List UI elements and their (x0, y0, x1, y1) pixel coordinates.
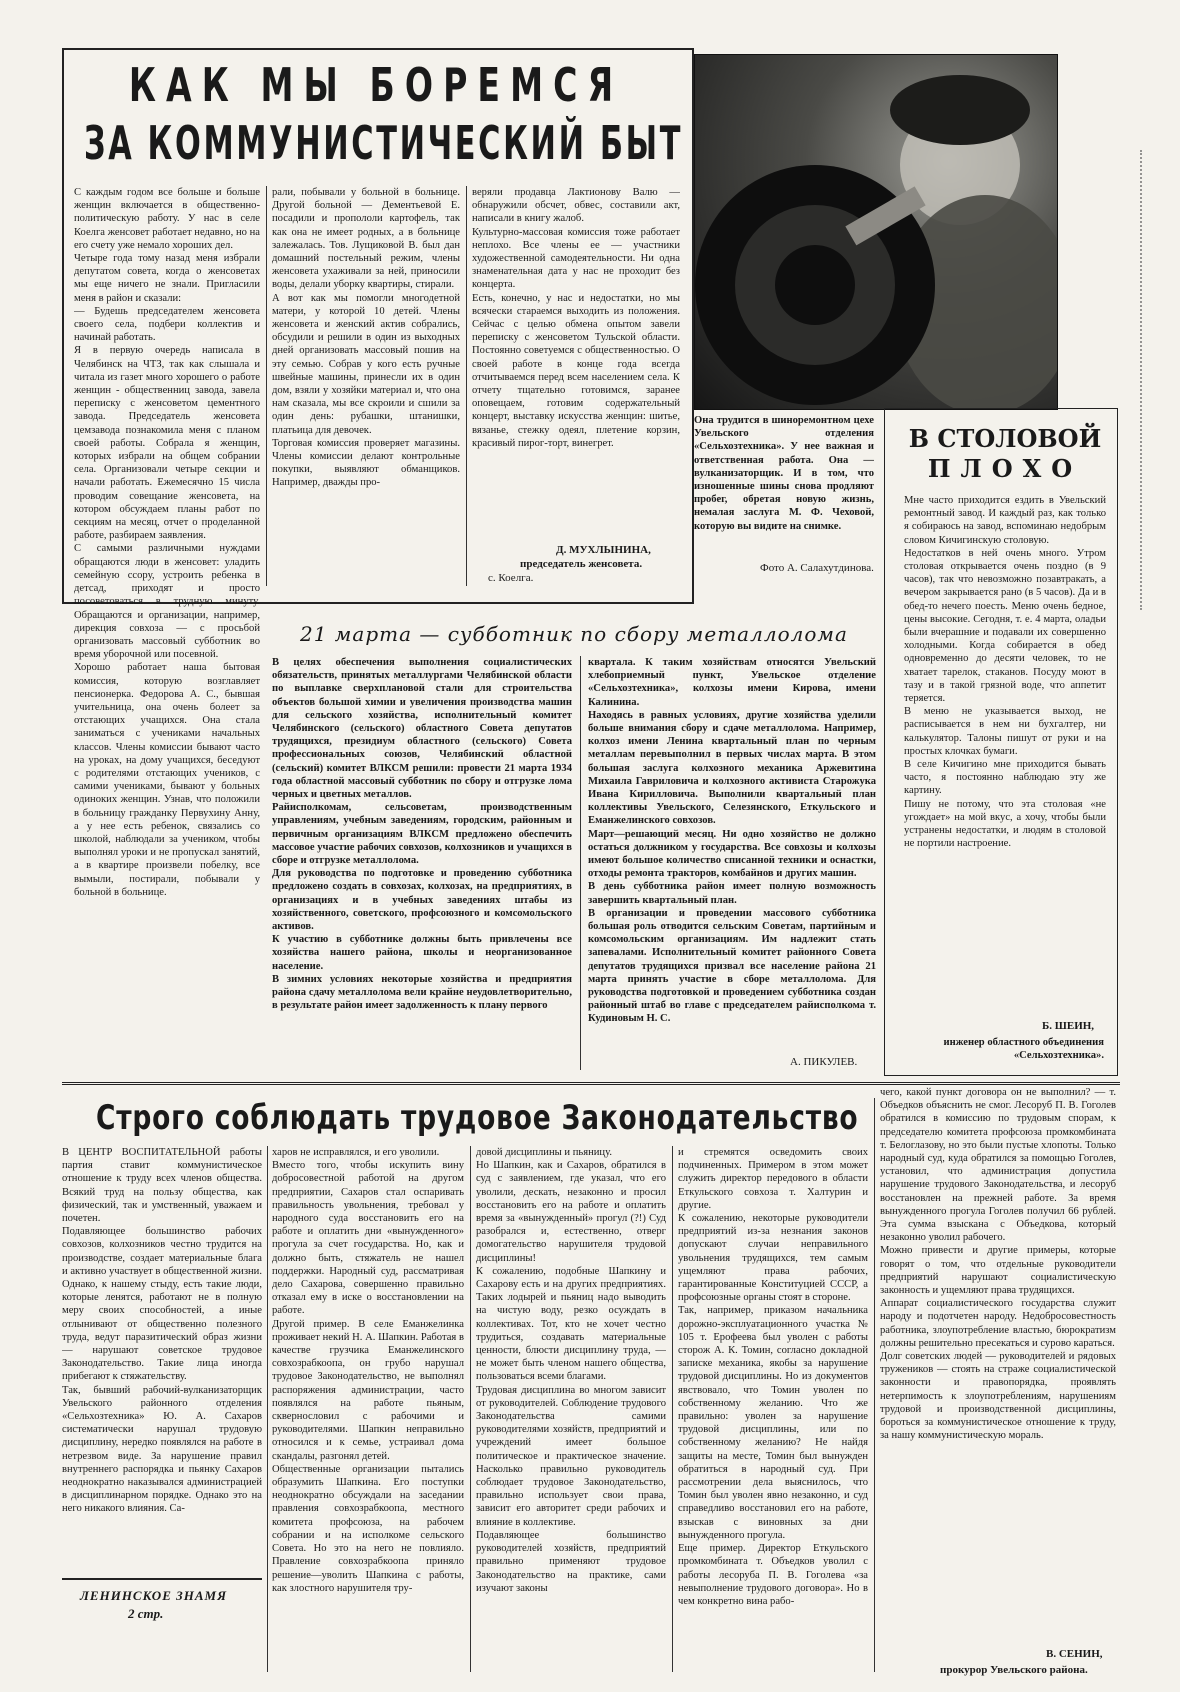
article1-author-place: с. Коелга. (488, 572, 534, 584)
margin-print-marks (1140, 150, 1150, 610)
article4-column-5: чего, какой пункт договора он не выполнил? — т. Объедков объяснить не смог. Лесоруб П. В. Гоголев обратился в комиссию по трудовым спорам, к председателю комитета профсоюза промкомбината т. Белоглазову, но это были пустые хлопоты. Только народный суд, куда обратился за помощью Гоголев, установил, что администрация допустила нарушение трудового Законодательства, и лесоруб восстановлен на прежней работе. За время вынужденного прогула Гоголев получил 66 рублей. Эта сумма взыскана с Объедкова, который незаконно уволил рабочего. Можно привести и другие примеры, которые говорят о том, что отдельные руководители предприятий нарушают социалистическую законность и ущемляют права трудящихся. Аппарат социалистического государства служит народу и подотчетен народу. Недобросовестность работника, злоупотребление властью, бюрократизм должны решительно пресекаться и сурово караться. Долг советских людей — руководителей и рядовых тружеников — стоять на страже социалистической законности и правопорядка, проявлять нетерпимость к злоупотреблениям, нарушениям трудовой и производственной дисциплины, бороться за коммунистическое отношение к труду, за нашу коммунистическую мораль. (880, 1087, 1116, 1442)
headline-v-stolovoy-plokho (905, 424, 1105, 484)
column-rule (466, 186, 467, 586)
footer-rule (62, 1578, 262, 1580)
article1-column-2: рали, побывали у больной в больнице. Другой больной — Дементьевой Е. посадили и пропололи картофель, так как она не имеет родных, а в больнице залежалась. Тов. Лущиковой В. был дан домашний постельный режим, члены женсовета ухаживали за ней, приносили воды, делали уборку квартиры, стирали. А вот как мы помогли многодетной матери, у которой 10 детей. Члены женсовета и женский актив собрались, обсудили и решили в один из выходных дней организовать массовый пошив на эту семью. Собрав у кого есть ручные швейные машины, принесли их в один дом, взяли у хозяйки материал и, что она нам сказала, мы все скроили и сшили за один день: рубашки, штанишки, платьица для девочек. Торговая комиссия проверяет магазины. Члены комиссии делают контрольные покупки, выявляют обманщиков. Например, дважды про- (272, 187, 460, 489)
photo-image (695, 55, 1057, 409)
article1-column-1: С каждым годом все больше и больше женщин включается в общественно-политическую работу. У нас в селе Коелга женсовет работает недавно, но на его счету уже немало хороших дел. Четыре года тому назад меня избрали депутатом совета, когда о женсоветах мы еще ничего не знали. Пригласили меня в район и сказали: — Будешь председателем женсовета своего села, подбери коллектив и начинай работать. Я в первую очередь написала в Челябинск на ЧТЗ, так как слышала и читала из газет много хорошего о работе женщин - общественниц завода, завела переписку с женсоветом цементного завода. Председатель женсовета цемзавода познакомила меня с планом своей работы. Собрала я женщин, которых избрали на общем собрании села. Организовали четыре секции и начали работать. Ежемесячно 15 числа проводим совещание женсовета, на котором обсуждаем планы работ по секциям на месяц, отчет о проделанной работе, разбираем заявления. С самыми различными нуждами обращаются люди в женсовет: уладить семейную ссору, устроить ребенка в детсад, приходят и просто посоветоваться в трудную минуту. Обращаются и организации, например, дирекция совхоза — с просьбой организовать массовый субботник во время уборочной или посевной. Хорошо работает наша бытовая комиссия, которую возглавляет пенсионерка. Федорова А. С., бывшая учительница, она очень болеет за отстающих учащихся. Она стала заниматься с учениками начальных классов. Члены комиссии бывают часто на уроках, на дому учащихся, беседуют с родителями отстающих учеников, с самими учениками, бывают у больных одиноких женщин. Узнав, что положили в больницу гражданку Первухину Анну, а у нее есть ребенок, связались со школой, наблюдали за учеником, чтобы выполнял уроки и не пропускал занятий, а в квартире произвели побелку, все вымыли, постирали, побывали у больной в больнице. (74, 187, 260, 898)
column-rule (672, 1146, 673, 1672)
section-divider (62, 1082, 1120, 1085)
article4-column-4: и стремятся осведомить своих подчиненных. Примером в этом может служить директор передового в области Еткульского совхоза т. Халтурин и другие. К сожалению, некоторые руководители предприятий из-за незнания законов допускают случаи неправильного увольнения трудящихся, тем самым ущемляют права рабочих, гарантированные Конституцией СССР, а профсоюзные органы стоят в стороне. Так, например, приказом начальника дорожно-эксплуатационного участка № 105 т. Ерофеева был уволен с работы сторож А. К. Томин, согласно докладной записке механика, якобы за нарушение трудовой дисциплины. Но из документов явствовало, что Томин уволен по собственному желанию. Что же правильно: уволен за нарушение трудовой дисциплины, или по собственному желанию? Не найдя защиты на месте, Томин был вынужден обратиться в народный суд. При рассмотрении дела выяснилось, что Томин был уволен явно незаконно, и суд справедливо восстановил его на работе, взыскав с виновных за дни вынужденного прогула. Еще пример. Директор Еткульского промкомбината т. Объедков уволил с работы лесоруба П. В. Гоголева «за невыполнение трудового договора». Но в чем конкретно вина рабо- (678, 1147, 868, 1607)
article3-author: Б. ШЕИН, (1042, 1020, 1095, 1032)
article4-author: В. СЕНИН, (1046, 1648, 1103, 1660)
column-rule (267, 1146, 268, 1672)
footer-paper-name: ЛЕНИНСКОЕ ЗНАМЯ (80, 1588, 228, 1603)
article3-body: Мне часто приходится ездить в Увельский ремонтный завод. И каждый раз, как только я собираюсь на завод, вспоминаю недобрым словом Кичигинскую столовую. Недостатков в ней очень много. Утром столовая открывается очень поздно (в 9 часов), так что невозможно позавтракать, а вечером закрывается рано (в 5 часов). Да и в обед-то нечего поесть. Меню очень бедное, цены высокие. Сегодня, т. е. 4 марта, оладьи были вчерашние и подавали их совершенно холодными. Когда собирается в обед одновременно до десяти человек, то не хватает тарелок, стаканов. Посуду моют в тазу и в такой грязной воде, что аппетит теряется. В меню не указывается выход, не расписывается в нем ни бухгалтер, ни калькулятор. Талоны пишут от руки и на простых клочках бумаги. В селе Кичигино мне приходится бывать часто, я постоянно наблюдаю эту же картину. Пишу не потому, что эта столовая «не угождает» на мой вкус, а хочу, чтобы были устранены недостатки, и людям в столовой не портили настроение. (904, 495, 1106, 850)
headline-subbotnik: 21 марта — субботник по сбору металлолома (300, 622, 848, 646)
headline-plokho: ПЛОХО (927, 454, 1083, 483)
article2-column-1: В целях обеспечения выполнения социалистических обязательств, принятых металлургами Челябинской области по выплавке сверхплановой стали для строительства объектов большой химии и увеличения производства машин для сельского хозяйства, исполнительный комитет Челябинского (сельского) областного Совета депутатов трудящихся, президиум областного (сельского) Совета профессиональных союзов, Челябинский областной (сельский) комитет ВЛКСМ решили: провести 21 марта 1934 года областной массовый субботник по сбору и отгрузке лома черных и цветных металлов. Райисполкомам, сельсоветам, производственным управлениям, учебным заведениям, городским, районным и первичным организациям ВЛКСМ предложено обеспечить массовое участие рабочих совхозов, колхозников и учащихся в сборе и отгрузке металлолома. Для руководства по подготовке и проведению субботника предложено создать в совхозах, колхозах, на предприятиях, в организациях и в учебных заведениях штабы из хозяйственного, советского, профсоюзного и комсомольского активов. К участию в субботнике должны быть привлечены все хозяйства нашего района, школы и неорганизованное население. В зимних условиях некоторые хозяйства и предприятия района сдачу металлолома вели крайне неудовлетворительно, в результате район имеет задолженность к плану первого (272, 657, 572, 1012)
article2-author: А. ПИКУЛЕВ. (790, 1056, 858, 1068)
headline-strogo-soblyudat: Строго соблюдать трудовое Законодательство (96, 1098, 859, 1138)
article4-author-role: прокурор Увельского района. (940, 1664, 1088, 1676)
column-rule (470, 1146, 471, 1672)
photo-caption: Она трудится в шиноремонтном цехе Увельского отделения «Сельхозтехника». У нее важная и ответственная работа. Она — вулканизаторщик. И в том, что изношенные шины снова продляют пробег, обретая новую жизнь, немалая заслуга М. Ф. Чеховой, которую вы видите на снимке. (694, 415, 874, 532)
article3-author-role: инженер областного объединения «Сельхозтехника». (943, 1037, 1104, 1062)
column-rule (874, 1098, 875, 1672)
photo-vulkanizatorshchitsa (694, 54, 1058, 410)
article1-column-3: веряли продавца Лактионову Валю — обнаружили обсчет, обвес, составили акт, написали в книгу жалоб. Культурно-массовая комиссия тоже работает неплохо. Все члены ее — участники художественной самодеятельности. Ни одна знаменательная дата у нас не проходит без концерта. Есть, конечно, у нас и недостатки, но мы всячески стараемся выходить из положения. Сейчас с целью обмена опытом завели переписку с женсоветом Тульской области. Постоянно советуемся с общественностью. О своей работе в конце года всегда отчитываемся перед всем населением села. К отчету тщательно готовимся, заранее оповещаем, готовим содержательный концерт, выставку искусства женщин: шитье, вязанье, стежку одеял, плетение корзин, красивый пирог-торт, винегрет. (472, 187, 680, 449)
article2-column-2: квартала. К таким хозяйствам относятся Увельский хлебоприемный пункт, Увельское отделение «Сельхозтехника», колхозы имени Кирова, имени Калинина. Находясь в равных условиях, другие хозяйства уделили больше внимания сбору и сдаче металлолома. Например, колхоз имени Ленина квартальный план по черным металлам перевыполнил в первых числах марта. В этом большая заслуга колхозного механика Аржевитина Михаила Гавриловича и колхозного активиста Старожука Ивана Кирилловича. Выполнили квартальный план коллективы Увельского, Селезянского, Еткульского и Еманжелинского совхозов. Март—решающий месяц. Ни одно хозяйство не должно остаться должником у государства. Все совхозы и колхозы имеют большое количество списанной техники и оснастки, отходы ремонта тракторов, комбайнов и других машин. В день субботника район имеет полную возможность завершить квартальный план. В организации и проведении массового субботника большая роль отводится сельским Советам, партийным и комсомольским организациям. Им надлежит стать запевалами. Исполнительный комитет районного Совета депутатов трудящихся призвал все население района 21 марта принять участие в сборе металлолома. Для руководства подготовкой и проведением субботника создан районный штаб во главе с председателем райисполкома т. Кудиновым Н. С. (588, 657, 876, 1025)
column-rule (266, 186, 267, 586)
headline-kak-my-boremsya: КАК МЫ БОРЕМСЯ (128, 58, 624, 112)
article1-author: Д. МУХЛЫНИНА, (556, 544, 651, 556)
footer-page-number: 2 стр. (128, 1606, 164, 1621)
article1-author-role: председатель женсовета. (520, 558, 643, 570)
headline-za-kommunisticheskiy-byt: ЗА КОММУНИСТИЧЕСКИЙ БЫТ (84, 116, 684, 170)
headline-v-stolovoy: В СТОЛОВОЙ (908, 424, 1102, 453)
article4-column-1: В ЦЕНТР ВОСПИТАТЕЛЬНОЙ работы партия ставит коммунистическое отношение к труду всех членов общества. Всякий труд на пользу общества, как физический, так и умственный, уважаем и почетен. Подавляющее большинство рабочих совхозов, колхозников честно трудится на производстве, создает материальные блага и активно участвует в общественной жизни. Однако, к нашему стыду, есть такие люди, которые ленятся, работают не в полную меру своих способностей, а иные отлынивают от общественно полезного труда, ведут паразитический образ жизни — нарушают советское трудовое Законодательство. Такие лица иногда прибегают к стяжательству. Так, бывший рабочий-вулканизаторщик Увельского районного отделения «Сельхозтехника» Ю. А. Сахаров систематически нарушал трудовую дисциплину, нередко появлялся на работе в нетрезвом виде. За нарушение правил внутреннего распорядка и пьянку Сахаров неоднократно наказывался администрацией в дисциплинарном порядке. Однако это на него никакого влияния. Са- (62, 1147, 262, 1515)
photo-credit: Фото А. Салахутдинова. (760, 562, 874, 574)
article4-column-3: довой дисциплины и пьяницу. Но Шапкин, как и Сахаров, обратился в суд с заявлением, где указал, что его уволили, дескать, незаконно и просил восстановить его на работе и оплатить время за «вынужденный» прогул (?!) Суд разобрался и, естественно, отверг домогательство нарушителя трудовой дисциплины! К сожалению, подобные Шапкину и Сахарову есть и на других предприятиях. Таких лодырей и пьяниц надо выводить на чистую воду, резко осуждать в коллективах. Тот, кто не хочет честно трудиться, создавать материальные ценности, блюсти дисциплину труда, — не может быть членом нашего общества, пользоваться всеми благами. Трудовая дисциплина во многом зависит от руководителей. Соблюдение трудового Законодательства самими руководителями хозяйств, предприятий и учреждений имеет большое политическое и практическое значение. Насколько правильно руководитель соблюдает трудовое Законодательство, правильно использует свои права, зависит его авторитет среди рабочих и влияние в коллективе. Подавляющее большинство руководителей хозяйств, предприятий правильно применяют трудовое Законодательство на практике, сами изучают законы (476, 1147, 666, 1594)
column-rule (580, 656, 581, 1070)
article4-column-2: харов не исправлялся, и его уволили. Вместо того, чтобы искупить вину добросовестной работой на другом предприятии, Сахаров стал оспаривать правильность увольнения, требовал у народного суда восстановить его на работе и оплатить дни «вынужденного» прогула за счет государства. Но, как и должно быть, стяжатель не нашел поддержки. Народный суд, рассматривая дело Сахарова, совершенно правильно отказал ему в иске о восстановлении на работе. Другой пример. В селе Еманжелинка проживает некий Н. А. Шапкин. Работая в качестве грузчика Еманжелинского совхозрабкоопа, он грубо нарушал трудовое Законодательство, не выполнял распоряжения администрации, часто появлялся на работе пьяным, сквернословил с рабочими и руководителями. Шапкин неправильно относился и к семье, устраивал дома скандалы, разгонял детей. Общественные организации пытались образумить Шапкина. Его поступки неоднократно обсуждали на заседании правления совхозрабкоопа, местного комитета профсоюза, на рабочем собрании и на исполкоме сельского Совета. Но это на него не повлияло. Правление совхозрабкоопа приняло решение—уволить Шапкина с работы, как злостного нарушителя тру- (272, 1147, 464, 1594)
